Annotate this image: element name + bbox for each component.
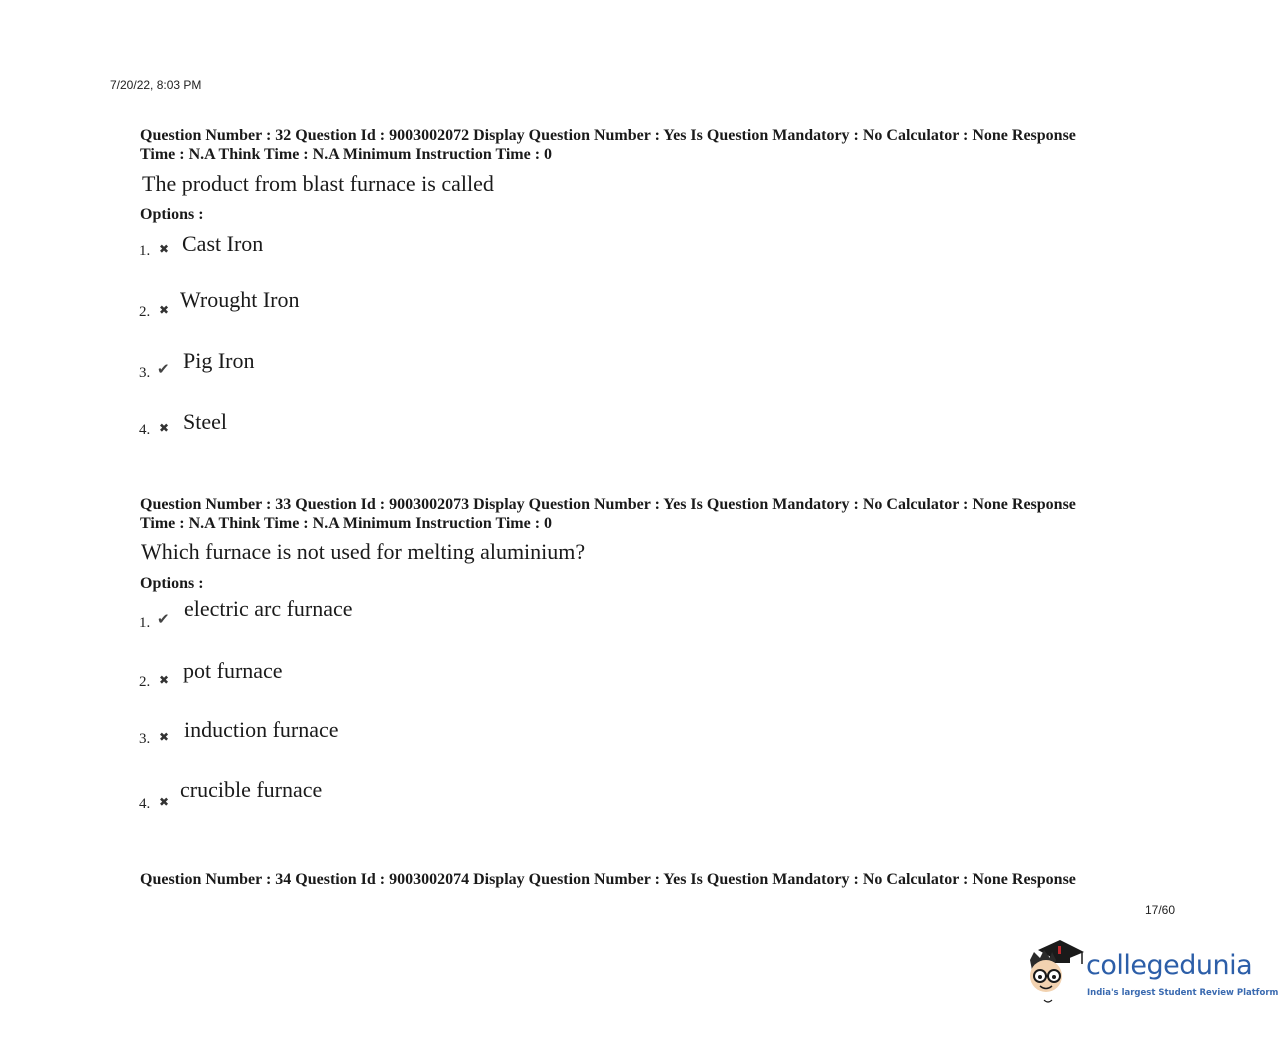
option-text: Steel (183, 409, 227, 434)
question-meta-line-1: Question Number : 34 Question Id : 9003002074 Display Question Number : Yes Is Question Mandatory : No Calculator : None Response (140, 871, 1076, 888)
options-label: Options : (140, 575, 204, 592)
cross-icon: ✖ (159, 673, 170, 687)
option-number: 4. (139, 422, 151, 438)
cross-icon: ✖ (159, 421, 170, 435)
question-meta-line-2: Time : N.A Think Time : N.A Minimum Instruction Time : 0 (140, 146, 553, 163)
question-34-meta (140, 870, 1170, 889)
question-meta-line-1: Question Number : 32 Question Id : 9003002072 Display Question Number : Yes Is Question Mandatory : No Calculator : None Response (140, 127, 1076, 144)
print-timestamp: 7/20/22, 8:03 PM (110, 78, 202, 92)
option-number: 3. (139, 731, 151, 747)
options-label: Options : (140, 206, 204, 223)
option-number: 1. (139, 615, 151, 631)
option-number: 2. (139, 674, 151, 690)
option-text: induction furnace (184, 717, 339, 742)
check-icon: ✔ (157, 360, 170, 378)
page-number: 17/60 (1145, 903, 1176, 917)
option-text: electric arc furnace (184, 596, 353, 621)
question-32-text: The product from blast furnace is called (142, 171, 494, 196)
mascot-icon (1024, 938, 1088, 1008)
question-32-meta (140, 126, 1170, 164)
cross-icon: ✖ (159, 303, 170, 317)
option-number: 3. (139, 365, 151, 381)
cross-icon: ✖ (159, 795, 170, 809)
question-33-meta (140, 495, 1170, 533)
option-number: 2. (139, 304, 151, 320)
option-text: crucible furnace (180, 777, 323, 802)
check-icon: ✔ (157, 610, 170, 628)
option-number: 1. (139, 243, 151, 259)
logo-wordmark: collegedunia (1086, 950, 1253, 981)
option-text: Cast Iron (182, 231, 264, 256)
option-text: Wrought Iron (180, 287, 300, 312)
cross-icon: ✖ (159, 730, 170, 744)
question-meta-line-2: Time : N.A Think Time : N.A Minimum Instruction Time : 0 (140, 515, 553, 532)
option-number: 4. (139, 796, 151, 812)
option-text: Pig Iron (183, 348, 255, 373)
cross-icon: ✖ (159, 242, 170, 256)
option-text: pot furnace (183, 658, 283, 683)
question-33-text: Which furnace is not used for melting aluminium? (141, 539, 586, 564)
question-meta-line-1: Question Number : 33 Question Id : 9003002073 Display Question Number : Yes Is Question Mandatory : No Calculator : None Response (140, 496, 1076, 513)
logo-tagline: India's largest Student Review Platform (1087, 988, 1279, 998)
